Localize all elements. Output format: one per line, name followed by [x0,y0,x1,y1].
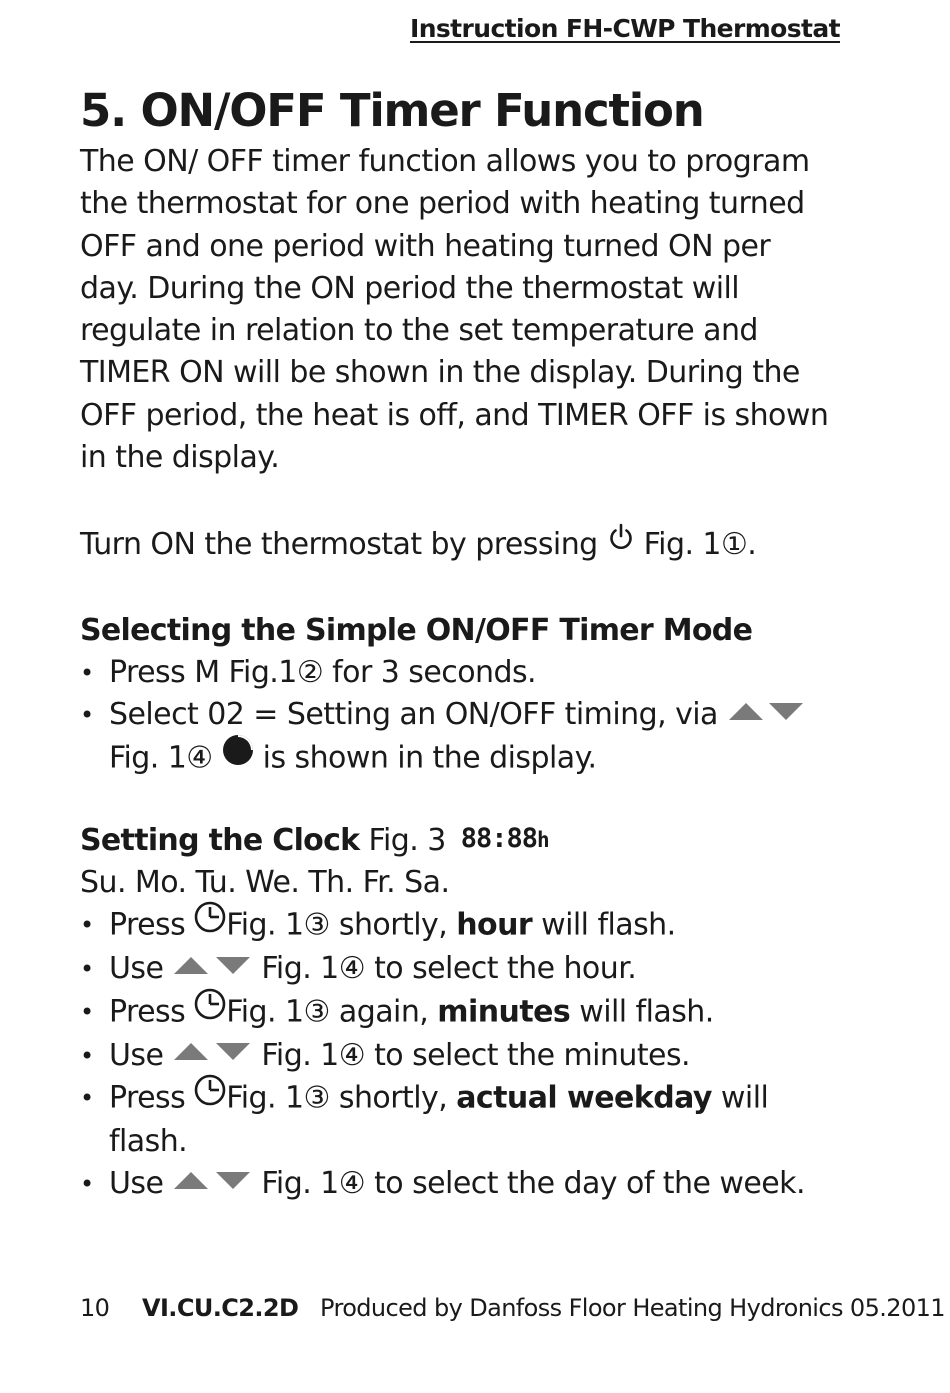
bullet-text: Select 02 = Setting an ON/OFF timing, via [109,697,718,732]
bullet-text: shortly, [338,907,448,943]
bullet-text: is shown in the display. [262,740,597,775]
turn-on-text: Turn ON the thermostat by pressing [80,527,598,562]
fig-ref: Fig. 1③ [226,1080,330,1116]
lcd-digits: 88:88 [460,823,538,854]
bullet-text: Press [109,1080,186,1116]
intro-line: in the display. [80,440,280,476]
clock-icon [194,1074,226,1118]
fig-ref: Fig. 1③ [226,907,330,943]
intro-line: OFF and one period with heating turned ON per [80,228,771,264]
bullet-text: Use [109,951,164,986]
turn-on-fig-ref: Fig. 1①. [643,527,757,562]
list-item [80,694,860,781]
bullet-text: to select the day of the week. [374,1166,805,1201]
weekday-list: Su. Mo. Tu. We. Th. Fr. Sa. [80,865,450,900]
intro-line: The ON/ OFF timer function allows you to program [80,144,810,179]
list-item [80,948,860,991]
intro-line: OFF period, the heat is off, and TIMER OFF is shown [80,397,829,433]
list-item [80,1035,860,1078]
fig-ref: Fig. 1④ [261,1037,366,1073]
bold-term: hour [456,907,533,943]
up-down-arrows-icon [172,1161,252,1203]
clock-heading: Setting the Clock [80,823,360,858]
lcd-unit: h [537,828,549,852]
bullet-text: flash. [109,1124,188,1159]
list-item [80,1163,860,1206]
page-footer [80,1294,945,1322]
intro-line: day. During the ON period the thermostat will [80,270,740,306]
bullet-text: will flash. [579,994,714,1029]
bullet-text: shortly, [338,1080,448,1116]
clock-section [80,820,860,1206]
fig-ref: Fig. 1④ [261,1166,366,1201]
page-number: 10 [80,1294,110,1322]
bullet-text: Fig. 1④ [109,740,213,775]
turn-on-instruction [80,524,860,566]
document-code: VI.CU.C2.2D [142,1294,299,1322]
list-item [80,652,860,694]
clock-filled-icon [222,734,254,778]
power-icon [607,522,635,564]
intro-line: regulate in relation to the set temperature and [80,313,758,349]
bullet-text: Use [109,1166,164,1201]
bullet-text: Use [109,1037,164,1073]
intro-paragraph [80,141,860,479]
list-item [80,1077,860,1163]
intro-line: the thermostat for one period with heating turned [80,186,805,222]
bold-term: actual weekday [456,1080,712,1116]
clock-fig-ref: Fig. 3 [368,823,446,858]
fig-ref: Fig. 1③ [226,994,330,1029]
clock-icon [194,901,226,945]
bullet-text: Press [109,907,186,943]
bullet-text: Press M Fig.1② for 3 seconds. [109,655,537,690]
intro-line: TIMER ON will be shown in the display. During the [80,355,800,391]
bullet-text: to select the minutes. [374,1037,691,1073]
simple-mode-section [80,610,860,781]
clock-icon [194,988,226,1032]
bullet-text: Press [109,994,186,1029]
bullet-text: to select the hour. [374,951,637,986]
producer-line: Produced by Danfoss Floor Heating Hydronics 05.2011 [320,1294,945,1322]
section-title: 5. ON/OFF Timer Function [80,84,704,137]
list-item [80,991,860,1035]
fig-ref: Fig. 1④ [261,951,366,986]
up-down-arrows-icon [172,1032,252,1074]
bullet-text: will flash. [541,907,676,943]
lcd-clock-display [461,818,549,861]
up-down-arrows-icon [172,946,252,988]
list-item [80,904,860,948]
bold-term: minutes [437,994,571,1029]
simple-mode-heading: Selecting the Simple ON/OFF Timer Mode [80,613,753,648]
bullet-text: will [720,1080,769,1116]
running-header: Instruction FH-CWP Thermostat [410,14,841,43]
up-down-arrows-icon [727,692,805,734]
bullet-text: again, [338,994,429,1029]
